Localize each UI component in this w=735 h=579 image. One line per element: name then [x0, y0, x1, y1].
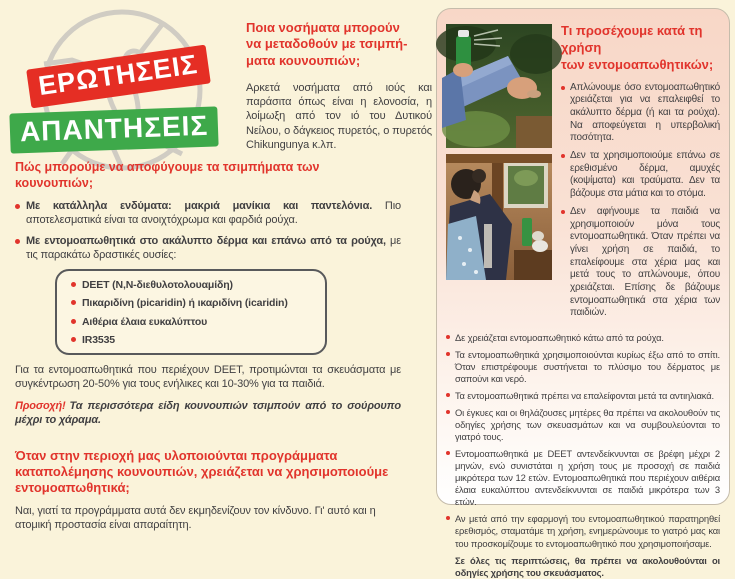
- bullet-dot-icon: [15, 204, 20, 209]
- bullet-dot-icon: [561, 86, 565, 90]
- tip-children-use: Δεν αφήνουμε τα παιδιά να χρησιμοποιούν μόνα τους εντομοαπωθητικά. Όταν πρέπει να γίνει χρήση σε παιδιά, το επαλείφουμε στα χέρια μας και μετά τους το απλώνουμε, όπου χρειάζεται. Επίσης δε βάζουμε εντομοαπωθητικά στα χέρια των παιδιών.: [561, 206, 720, 320]
- diseases-title: Ποια νοσήματα μπορούν να μεταδοθούν με τσιμπή- ματα κουνουπιών;: [246, 20, 408, 68]
- stamp-questions: ΕΡΩΤΗΣΕΙΣ: [26, 45, 210, 109]
- section-avoid-bites: [15, 160, 401, 532]
- bullet-dot-icon: [71, 300, 76, 305]
- panel-footer-note: Σε όλες τις περιπτώσεις, θα πρέπει να ακολουθούνται οι οδηγίες χρήσης του σκευάσματος.: [455, 554, 720, 578]
- substance-item: IR3535: [71, 334, 311, 347]
- substance-item: DEET (N,N-διεθυλοτολουαμίδη): [71, 279, 311, 292]
- tip-outdoor-use-wash: Τα εντομοαπωθητικά χρησιμοποιούνται κυρίως έξω από το σπίτι. Όταν επιστρέφουμε συστήνεται το πλύσιμο του δέρματος με σαπούνι και νερό.: [446, 349, 720, 385]
- bullet-dot-icon: [71, 282, 76, 287]
- tip-irritation-doctor: Αν μετά από την εφαρμογή του εντομοαπωθητικού παρατηρηθεί ερεθισμός, σταματάμε τη χρήση, ενημερώνουμε το γιατρό μας και του προσκομίζουμε το εντομοαπωθητικό που χρησιμοποιήσαμε.: [446, 513, 720, 549]
- substance-item: Πικαριδίνη (picaridin) ή ικαριδίνη (icaridin): [71, 297, 311, 310]
- bullet-dot-icon: [446, 335, 450, 339]
- photo-column: [446, 24, 552, 325]
- avoid-bullet-clothing: Με κατάλληλα ενδύματα: μακριά μανίκια και παντελόνια. Πιο αποτελεσματικά είναι τα ανοιχτόχρωμα και φαρδιά ρούχα.: [15, 200, 401, 228]
- photo-adult-spraying-repellent: [446, 24, 552, 148]
- usage-tips-list: [446, 332, 720, 579]
- section-diseases: [246, 20, 432, 152]
- bullet-dot-icon: [446, 352, 450, 356]
- tip-under-clothes: Δε χρειάζεται εντομοαπωθητικό κάτω από τα ρούχα.: [446, 332, 720, 344]
- bullet-dot-icon: [446, 410, 450, 414]
- avoid-bullet-repellents: Με εντομοαπωθητικά στο ακάλυπτο δέρμα και επάνω από τα ρούχα, με τις παρακάτω δραστικές ουσίες:: [15, 235, 401, 263]
- tip-amount: Απλώνουμε όσο εντομοαπωθητικό χρειάζεται για να επαλειφθεί το ακάλυπτο δέρμα (ή και τα ρούχα). Να αποφεύγεται η υπερβολική ποσότητα.: [561, 82, 720, 145]
- tip-irritated-skin: Δεν τα χρησιμοποιούμε επάνω σε ερεθισμένο δέρμα, αμυχές (κοψίματα) και τραύματα. Δεν τα βάζουμε στα μάτια και το στόμα.: [561, 150, 720, 201]
- bullet-dot-icon: [561, 210, 565, 214]
- avoid-bites-title: Πώς μπορούμε να αποφύγουμε τα τσιμπήματα των κουνουπιών;: [15, 160, 320, 190]
- usage-tips-title: Τι προσέχουμε κατά τη χρήση των εντομοαπωθητικών;: [561, 23, 714, 72]
- deet-concentration-note: Για τα εντομοαπωθητικά που περιέχουν DEET, προτιμώνται τα σκευάσματα με συγκέντρωση 20-50% για τους ενήλικες και 10-30% για τα παιδιά.: [15, 363, 401, 390]
- tip-pregnant-nursing: Οι έγκυες και οι θηλάζουσες μητέρες θα πρέπει να ακολουθούν τις οδηγίες χρήσης των σκευασμάτων και να συμβουλεύονται το γιατρό τους.: [446, 407, 720, 443]
- programs-question-title: Όταν στην περιοχή μας υλοποιούνται προγράμματα καταπολέμησης κουνουπιών, χρειάζεται να χρησιμοποιούμε εντομοαπωθητικά;: [15, 447, 389, 496]
- bullet-dot-icon: [446, 516, 450, 520]
- substance-item: Αιθέρια έλαια ευκαλύπτου: [71, 316, 311, 329]
- bullet-dot-icon: [446, 393, 450, 397]
- diseases-body: Αρκετά νοσήματα από ιούς και παράσιτα όπως είναι η ελονοσία, η λοίμωξη από τον ιό του Δυτικού Νείλου, ο δάγκειος πυρετός, ο πυρετός Chikungunya κ.λπ.: [246, 81, 432, 151]
- bullet-dot-icon: [15, 239, 20, 244]
- questions-answers-logo: [2, 2, 242, 170]
- tip-age-restrictions: Εντομοαπωθητικά με DEET αντενδείκνυνται σε βρέφη μέχρι 2 μηνών, ενώ συνιστάται η χρήση τους με προσοχή σε παιδιά μικρότερα των 12 ετών. Εντομοαπωθητικά που περιέχουν αιθέρια έλαια ευκαλύπτου αντενδείκνυνται σε παιδιά μικρότερα των 3 ετών.: [446, 448, 720, 508]
- bullet-dot-icon: [561, 154, 565, 158]
- bullet-dot-icon: [446, 451, 450, 455]
- stamp-answers: ΑΠΑΝΤΗΣΕΙΣ: [9, 106, 219, 153]
- active-substances-box: [55, 269, 327, 355]
- usage-tips-panel: [436, 8, 730, 578]
- warning-label: Προσοχή!: [15, 400, 66, 413]
- warning-text: Προσοχή! Τα περισσότερα είδη κουνουπιών τσιμπούν από το σούρουπο μέχρι το χάραμα.: [15, 400, 401, 426]
- tip-after-sunscreen: Τα εντομοαπωθητικά πρέπει να επαλείφονται μετά τα αντιηλιακά.: [446, 390, 720, 402]
- bullet-dot-icon: [71, 319, 76, 324]
- programs-answer-body: Ναι, γιατί τα προγράμματα αυτά δεν εκμηδενίζουν τον κίνδυνο. Γι' αυτό και η ατομική προστασία είναι απαραίτητη.: [15, 504, 376, 531]
- bullet-dot-icon: [71, 337, 76, 342]
- photo-applying-repellent-to-child: [446, 154, 552, 280]
